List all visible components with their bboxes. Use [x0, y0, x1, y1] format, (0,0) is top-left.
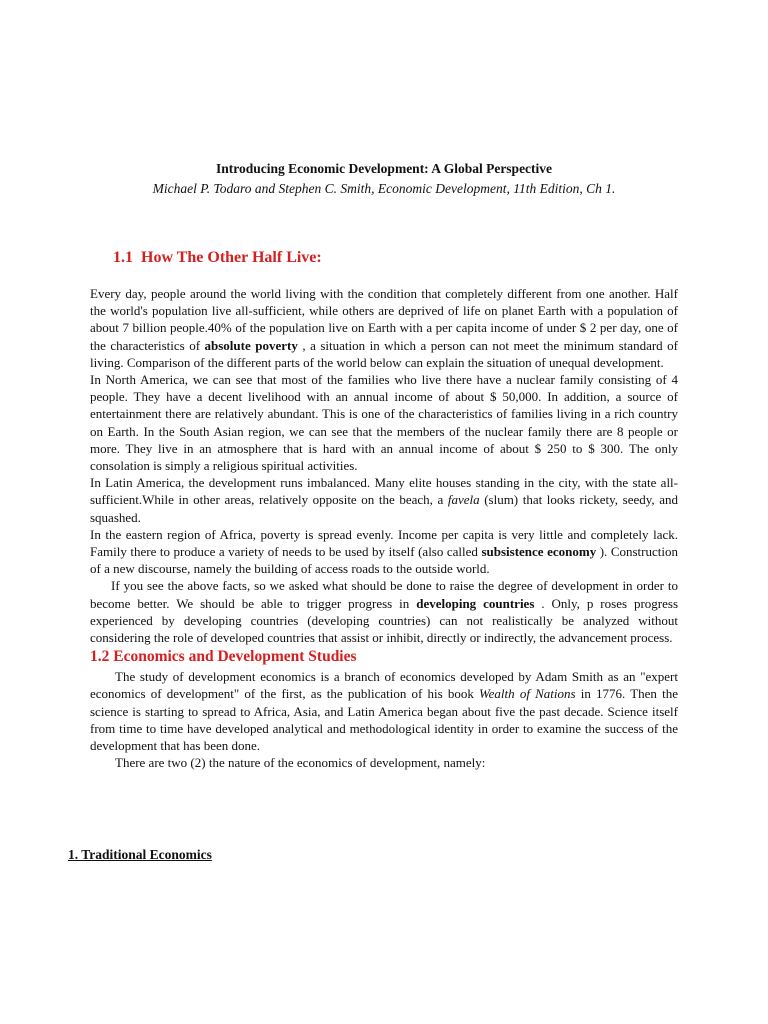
paragraph	[90, 474, 678, 526]
text-run: in 1776. Then the science is starting to spread to Africa, Asia, and Latin America began about five the past decade. Science itself from time to time have developed analytical and methodological identity in order to examine the success of the development that has been done.	[90, 686, 678, 754]
text-run: Every day, people around the world living with the condition that completely different from one another. Half the world's population live all-sufficient, while others are deprived of life on planet Earth with a population of about 7 billion people.40% of the population live on Earth with a per capita income of under $ 2 per day, one of the characteristics of	[90, 286, 678, 353]
section-3-heading: 1. Traditional Economics	[68, 847, 212, 862]
text-run: In Latin America, the development runs imbalanced. Many elite houses standing in the city, with the state all-sufficient.While in other areas, relatively opposite on the beach, a	[90, 475, 678, 508]
text-run: ). Construction of a new discourse, namely the building of access roads to the outside world.	[90, 544, 678, 577]
text-run: . Only, p roses progress experienced by developing countries (developing countries) can not realistically be analyzed without considering the role of developed countries that assist or inhibit, directly or indirectly, the advancement process.	[90, 595, 679, 646]
paragraph: There are two (2) the nature of the economics of development, namely:	[115, 755, 486, 771]
text-run: In the eastern region of Africa, poverty is spread evenly. Income per capita is very little and completely lack. Family there to produce a variety of needs to be used by itself (also called	[90, 526, 678, 560]
paragraph	[90, 526, 678, 578]
section-1-heading	[113, 249, 322, 267]
paragraph: In North America, we can see that most of the families who live there have a nuclear family consisting of 4 people. They have a decent livelihood with an annual income of about $ 50,000. In addition, a source of entertainment there are relatively abundant. This is one of the characteristics of families living in a rich country on Earth. In the South Asian region, we can see that the members of the nuclear family there are 8 people or more. They live in an atmosphere that is hard with an annual income of about $ 250 to $ 300. The only consolation is simply a religious spiritual activities.	[90, 372, 678, 474]
paragraph	[90, 285, 678, 371]
bold-term: absolute poverty	[204, 337, 298, 353]
title-block	[0, 160, 768, 198]
bold-term: developing countries	[416, 595, 535, 611]
italic-term: favela	[447, 492, 480, 508]
paragraph	[90, 577, 678, 646]
text-run: (slum) that looks rickety, seedy, and squashed.	[90, 492, 678, 525]
text-run: If you see the above facts, so we asked what should be done to raise the degree of development in order to become better. We should be able to trigger progress in	[90, 578, 678, 611]
paragraph	[90, 668, 678, 754]
section-2-heading: 1.2 Economics and Development Studies	[90, 648, 357, 666]
document-title: Introducing Economic Development: A Global Perspective	[215, 161, 553, 176]
bold-term: subsistence economy	[481, 544, 597, 560]
body-text	[90, 285, 678, 771]
text-run: , a situation in which a person can not meet the minimum standard of living. Comparison of the different parts of the world below can explain the situation of unequal development.	[90, 337, 678, 370]
document-subtitle: Michael P. Todaro and Stephen C. Smith, Economic Development, 11th Edition, Ch 1.	[152, 181, 616, 196]
text-run: The study of development economics is a branch of economics developed by Adam Smith as an "expert economics of development" of the first, as the publication of his book	[90, 669, 678, 702]
section-1-number: 1.1	[113, 249, 133, 266]
section-1-title: How The Other Half Live:	[141, 249, 322, 266]
italic-term: Wealth of Nations	[479, 686, 576, 702]
